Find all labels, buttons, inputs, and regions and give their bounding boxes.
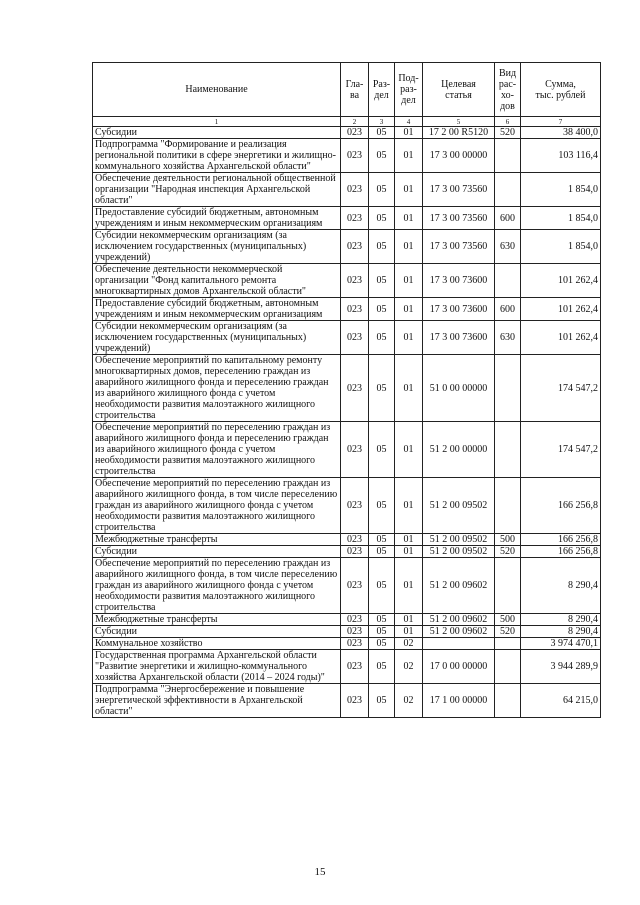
column-number: 7: [521, 117, 601, 127]
row-target: 17 3 00 73600: [423, 321, 495, 355]
row-podrazdel: 01: [395, 230, 423, 264]
header-name: Наименование: [93, 63, 341, 117]
table-row: [93, 173, 601, 207]
row-razdel: 05: [369, 478, 395, 534]
row-sum: 103 116,4: [521, 139, 601, 173]
row-podrazdel: 01: [395, 207, 423, 230]
row-glava: 023: [341, 558, 369, 614]
row-target: 51 0 00 00000: [423, 355, 495, 422]
row-glava: 023: [341, 534, 369, 546]
page-number: 15: [314, 866, 326, 878]
row-razdel: 05: [369, 264, 395, 298]
table-row: [93, 626, 601, 638]
row-podrazdel: 01: [395, 546, 423, 558]
row-podrazdel: 01: [395, 626, 423, 638]
row-podrazdel: 02: [395, 684, 423, 718]
row-vid: 520: [495, 626, 521, 638]
row-target: 17 0 00 00000: [423, 650, 495, 684]
row-vid: [495, 478, 521, 534]
row-podrazdel: 01: [395, 558, 423, 614]
row-name: Обеспечение мероприятий по капитальному ремонту многоквартирных домов, переселению граждан из аварийного жилищного фонда и переселению граждан из аварийного жилищного фонда с учетом необходимости развития малоэтажного жилищного строительства: [93, 355, 341, 422]
table-row: [93, 650, 601, 684]
column-number: 1: [93, 117, 341, 127]
table-row: [93, 422, 601, 478]
table-row: [93, 558, 601, 614]
column-number: 4: [395, 117, 423, 127]
header-sum: Сумма, тыс. рублей: [521, 63, 601, 117]
row-glava: 023: [341, 173, 369, 207]
row-name: Подпрограмма "Энергосбережение и повышение энергетической эффективности в Архангельской области": [93, 684, 341, 718]
row-target: 17 2 00 R5120: [423, 127, 495, 139]
table-body: [93, 127, 601, 718]
row-glava: 023: [341, 298, 369, 321]
row-glava: 023: [341, 638, 369, 650]
header-target: Целевая статья: [423, 63, 495, 117]
row-name: Субсидии: [93, 546, 341, 558]
row-sum: 1 854,0: [521, 173, 601, 207]
row-vid: 500: [495, 614, 521, 626]
row-name: Обеспечение деятельности некоммерческой организации "Фонд капитального ремонта многоквартирных домов Архангельской области": [93, 264, 341, 298]
table-row: [93, 638, 601, 650]
header-glava: Гла- ва: [341, 63, 369, 117]
row-razdel: 05: [369, 638, 395, 650]
row-glava: 023: [341, 684, 369, 718]
table-row: [93, 127, 601, 139]
row-sum: 8 290,4: [521, 626, 601, 638]
row-name: Межбюджетные трансферты: [93, 534, 341, 546]
row-vid: [495, 650, 521, 684]
row-podrazdel: 01: [395, 298, 423, 321]
row-sum: 1 854,0: [521, 207, 601, 230]
row-podrazdel: 02: [395, 638, 423, 650]
row-razdel: 05: [369, 614, 395, 626]
row-razdel: 05: [369, 230, 395, 264]
row-name: Субсидии некоммерческим организациям (за исключением государственных (муниципальных) учреждений): [93, 230, 341, 264]
column-number: 5: [423, 117, 495, 127]
row-podrazdel: 01: [395, 478, 423, 534]
row-razdel: 05: [369, 422, 395, 478]
table-row: [93, 264, 601, 298]
row-vid: 630: [495, 230, 521, 264]
row-vid: [495, 684, 521, 718]
row-sum: 174 547,2: [521, 355, 601, 422]
row-razdel: 05: [369, 298, 395, 321]
row-podrazdel: 01: [395, 139, 423, 173]
table-row: [93, 321, 601, 355]
row-razdel: 05: [369, 173, 395, 207]
row-target: 51 2 00 09602: [423, 558, 495, 614]
row-vid: [495, 173, 521, 207]
header-razdel: Раз- дел: [369, 63, 395, 117]
row-vid: [495, 139, 521, 173]
row-glava: 023: [341, 321, 369, 355]
row-sum: 8 290,4: [521, 614, 601, 626]
row-sum: 101 262,4: [521, 321, 601, 355]
row-target: 51 2 00 09502: [423, 546, 495, 558]
row-target: 17 3 00 73600: [423, 298, 495, 321]
table-row: [93, 355, 601, 422]
row-vid: 600: [495, 207, 521, 230]
row-target: 17 3 00 73600: [423, 264, 495, 298]
row-sum: 8 290,4: [521, 558, 601, 614]
row-sum: 166 256,8: [521, 478, 601, 534]
row-target: 51 2 00 09602: [423, 626, 495, 638]
column-number-row: [93, 117, 601, 127]
row-glava: 023: [341, 478, 369, 534]
row-name: Обеспечение мероприятий по переселению граждан из аварийного жилищного фонда и переселению граждан из аварийного жилищного фонда с учетом необходимости развития малоэтажного жилищного строительства: [93, 422, 341, 478]
row-sum: 3 944 289,9: [521, 650, 601, 684]
table-row: [93, 298, 601, 321]
row-name: Межбюджетные трансферты: [93, 614, 341, 626]
table-row: [93, 207, 601, 230]
row-podrazdel: 01: [395, 321, 423, 355]
table-row: [93, 534, 601, 546]
table-row: [93, 139, 601, 173]
row-razdel: 05: [369, 684, 395, 718]
row-vid: [495, 558, 521, 614]
row-vid: 600: [495, 298, 521, 321]
row-glava: 023: [341, 207, 369, 230]
row-name: Обеспечение деятельности региональной общественной организации "Народная инспекция Архангельской области": [93, 173, 341, 207]
column-number: 2: [341, 117, 369, 127]
header-podrazdel: Под- раз- дел: [395, 63, 423, 117]
row-name: Коммунальное хозяйство: [93, 638, 341, 650]
row-glava: 023: [341, 650, 369, 684]
row-target: 51 2 00 09502: [423, 478, 495, 534]
row-sum: 3 974 470,1: [521, 638, 601, 650]
table-row: [93, 230, 601, 264]
row-glava: 023: [341, 264, 369, 298]
row-razdel: 05: [369, 558, 395, 614]
row-name: Субсидии: [93, 626, 341, 638]
row-target: 17 3 00 73560: [423, 207, 495, 230]
row-glava: 023: [341, 614, 369, 626]
row-podrazdel: 01: [395, 264, 423, 298]
row-name: Предоставление субсидий бюджетным, автономным учреждениям и иным некоммерческим организациям: [93, 298, 341, 321]
row-name: Государственная программа Архангельской области "Развитие энергетики и жилищно-коммунального хозяйства Архангельской области (2014 – 2024 годы)": [93, 650, 341, 684]
row-razdel: 05: [369, 207, 395, 230]
table-row: [93, 684, 601, 718]
row-podrazdel: 01: [395, 614, 423, 626]
row-razdel: 05: [369, 534, 395, 546]
row-vid: [495, 422, 521, 478]
row-podrazdel: 02: [395, 650, 423, 684]
row-vid: [495, 264, 521, 298]
row-podrazdel: 01: [395, 173, 423, 207]
row-name: Субсидии некоммерческим организациям (за исключением государственных (муниципальных) учреждений): [93, 321, 341, 355]
row-razdel: 05: [369, 626, 395, 638]
row-target: 51 2 00 09502: [423, 534, 495, 546]
row-razdel: 05: [369, 321, 395, 355]
row-razdel: 05: [369, 355, 395, 422]
row-target: 17 1 00 00000: [423, 684, 495, 718]
row-razdel: 05: [369, 650, 395, 684]
row-name: Подпрограмма "Формирование и реализация региональной политики в сфере энергетики и жилищно-коммунального хозяйства Архангельской области": [93, 139, 341, 173]
row-glava: 023: [341, 355, 369, 422]
header-row: [93, 63, 601, 117]
row-vid: 520: [495, 546, 521, 558]
row-sum: 174 547,2: [521, 422, 601, 478]
row-podrazdel: 01: [395, 534, 423, 546]
row-sum: 101 262,4: [521, 264, 601, 298]
row-name: Предоставление субсидий бюджетным, автономным учреждениям и иным некоммерческим организациям: [93, 207, 341, 230]
column-number: 6: [495, 117, 521, 127]
row-target: 51 2 00 09602: [423, 614, 495, 626]
row-razdel: 05: [369, 127, 395, 139]
row-sum: 166 256,8: [521, 546, 601, 558]
row-glava: 023: [341, 127, 369, 139]
row-sum: 38 400,0: [521, 127, 601, 139]
row-name: Обеспечение мероприятий по переселению граждан из аварийного жилищного фонда, в том числе переселению граждан из аварийного жилищного фонда с учетом необходимости развития малоэтажного жилищного строительства: [93, 478, 341, 534]
row-glava: 023: [341, 626, 369, 638]
row-sum: 1 854,0: [521, 230, 601, 264]
row-vid: [495, 355, 521, 422]
row-target: 17 3 00 00000: [423, 139, 495, 173]
header-vid: Вид рас- хо- дов: [495, 63, 521, 117]
row-razdel: 05: [369, 546, 395, 558]
row-target: [423, 638, 495, 650]
row-glava: 023: [341, 546, 369, 558]
row-podrazdel: 01: [395, 127, 423, 139]
row-glava: 023: [341, 230, 369, 264]
row-razdel: 05: [369, 139, 395, 173]
table-row: [93, 614, 601, 626]
row-name: Обеспечение мероприятий по переселению граждан из аварийного жилищного фонда, в том числе переселению граждан из аварийного жилищного фонда с учетом необходимости развития малоэтажного жилищного строительства: [93, 558, 341, 614]
row-target: 17 3 00 73560: [423, 173, 495, 207]
table-row: [93, 546, 601, 558]
row-vid: 500: [495, 534, 521, 546]
row-name: Субсидии: [93, 127, 341, 139]
row-podrazdel: 01: [395, 422, 423, 478]
row-target: 51 2 00 00000: [423, 422, 495, 478]
row-vid: [495, 638, 521, 650]
row-sum: 64 215,0: [521, 684, 601, 718]
row-sum: 101 262,4: [521, 298, 601, 321]
row-sum: 166 256,8: [521, 534, 601, 546]
column-number: 3: [369, 117, 395, 127]
row-glava: 023: [341, 422, 369, 478]
row-glava: 023: [341, 139, 369, 173]
row-podrazdel: 01: [395, 355, 423, 422]
table-row: [93, 478, 601, 534]
row-vid: 630: [495, 321, 521, 355]
row-target: 17 3 00 73560: [423, 230, 495, 264]
budget-table: [92, 62, 601, 718]
row-vid: 520: [495, 127, 521, 139]
